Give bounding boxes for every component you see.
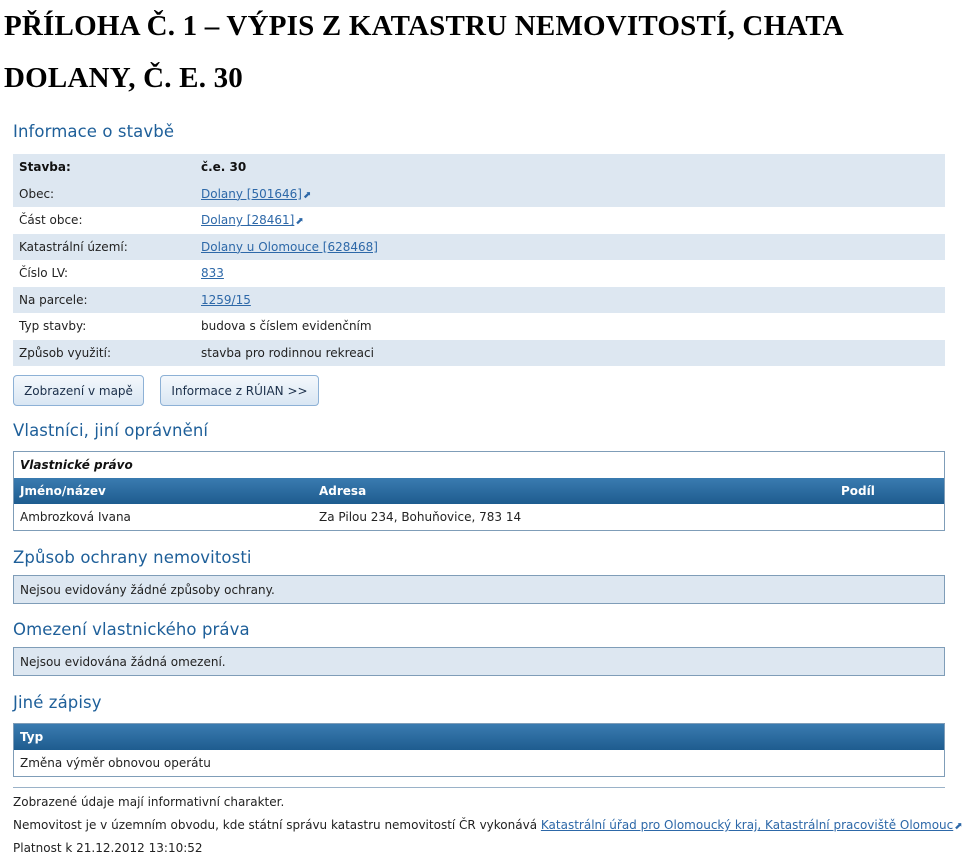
- info-row-municipality-part: [13, 207, 945, 234]
- cadastral-office-link[interactable]: Katastrální úřad pro Olomoucký kraj, Katastrální pracoviště Olomouc: [540, 818, 954, 832]
- info-row-municipality: [13, 181, 945, 208]
- document-title: PŘÍLOHA Č. 1 – VÝPIS Z KATASTRU NEMOVITOSTÍ, CHATA DOLANY, Č. E. 30: [4, 10, 843, 94]
- restrictions-note: Nejsou evidována žádná omezení.: [13, 647, 945, 676]
- municipality-link[interactable]: Dolany [501646]: [201, 186, 302, 201]
- info-row-lv-number: [13, 260, 945, 287]
- building-info-heading: Informace o stavbě: [13, 122, 175, 141]
- municipality-part-link[interactable]: Dolany [28461]: [201, 213, 295, 228]
- table-row: [14, 504, 944, 530]
- record-type: Změna výměr obnovou operátu: [20, 756, 211, 770]
- info-key: Na parcele:: [19, 292, 88, 307]
- protection-note: Nejsou evidovány žádné způsoby ochrany.: [13, 575, 945, 604]
- restrictions-heading: Omezení vlastnického práva: [13, 620, 250, 639]
- column-name: Jméno/název: [20, 484, 106, 498]
- info-row-cadastral-area: [13, 234, 945, 261]
- info-key: Typ stavby:: [19, 319, 87, 334]
- info-row-usage: [13, 340, 945, 367]
- footer-info: Zobrazené údaje mají informativní charakter.: [13, 795, 285, 809]
- footer-validity: Platnost k 21.12.2012 13:10:52: [13, 841, 203, 855]
- owner-name: Ambrozková Ivana: [20, 510, 131, 524]
- info-value: č.e. 30: [201, 160, 247, 175]
- lv-number-link[interactable]: 833: [201, 266, 224, 281]
- owners-column-header: [14, 478, 944, 504]
- info-row-parcel: [13, 287, 945, 314]
- column-address: Adresa: [319, 484, 367, 498]
- owner-address: Za Pilou 234, Bohuňovice, 783 14: [319, 510, 522, 524]
- ruian-info-button[interactable]: Informace z RÚIAN >>: [160, 375, 319, 406]
- column-share: Podíl: [841, 484, 875, 498]
- cadastral-area-link[interactable]: Dolany u Olomouce [628468]: [201, 239, 378, 254]
- other-records-table: [13, 723, 945, 777]
- building-info-table: [13, 154, 945, 366]
- ownership-right-title: Vlastnické právo: [14, 452, 944, 478]
- show-in-map-button[interactable]: Zobrazení v mapě: [13, 375, 144, 406]
- external-link-icon[interactable]: ⬈: [954, 821, 963, 832]
- owners-heading: Vlastníci, jiní oprávnění: [13, 421, 209, 440]
- external-link-icon[interactable]: ⬈: [295, 216, 304, 228]
- footer-divider: [13, 787, 945, 788]
- info-value: budova s číslem evidenčním: [201, 319, 372, 334]
- other-records-heading: Jiné zápisy: [13, 693, 102, 712]
- protection-heading: Způsob ochrany nemovitosti: [13, 548, 252, 567]
- footer-office: [13, 818, 963, 832]
- info-row-building: [13, 154, 945, 181]
- info-key: Katastrální území:: [19, 239, 128, 254]
- other-records-column-header: [14, 724, 944, 750]
- info-key: Stavba:: [19, 160, 71, 175]
- info-key: Způsob využití:: [19, 345, 111, 360]
- info-value: stavba pro rodinnou rekreaci: [201, 345, 374, 360]
- column-type: Typ: [20, 730, 44, 744]
- footer-office-prefix: Nemovitost je v územním obvodu, kde státní správu katastru nemovitostí ČR vykonává: [13, 818, 538, 832]
- owners-table: [13, 451, 945, 531]
- parcel-link[interactable]: 1259/15: [201, 292, 251, 307]
- info-key: Číslo LV:: [19, 266, 69, 281]
- external-link-icon[interactable]: ⬈: [302, 189, 312, 201]
- info-row-building-type: [13, 313, 945, 340]
- table-row: [14, 750, 944, 776]
- info-key: Část obce:: [19, 213, 83, 228]
- info-key: Obec:: [19, 186, 55, 201]
